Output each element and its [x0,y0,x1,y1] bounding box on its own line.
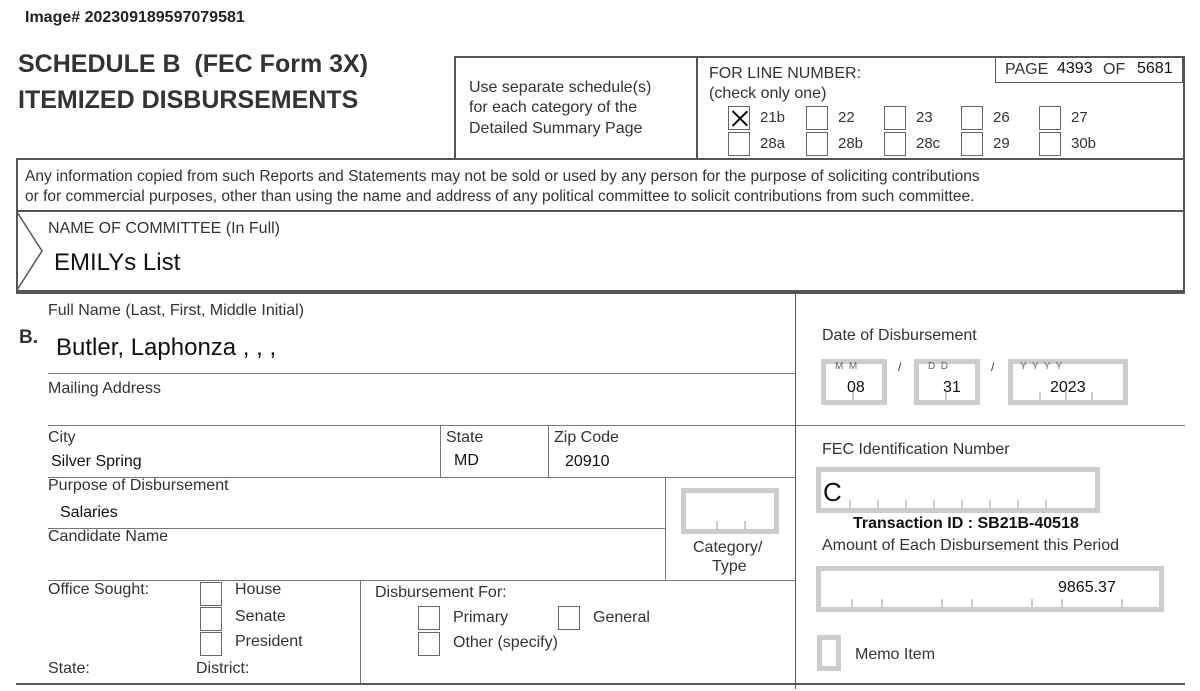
date-sep-1: / [898,360,902,374]
candidate-underline [48,580,795,581]
section-top-line [16,292,1185,294]
date-month-sub: M M [835,361,858,372]
zip-value: 20910 [565,453,610,470]
fec-id-box[interactable] [816,467,1100,513]
line-23-checkbox[interactable] [884,106,906,130]
general-checkbox[interactable] [558,606,580,630]
check-only-one: (check only one) [709,85,827,102]
amount-value: 9865.37 [1058,579,1116,596]
address-underline [48,425,795,426]
instruction-line-3: Detailed Summary Page [469,120,643,137]
state-divider [440,425,441,477]
notice-line-1: Any information copied from such Reports and Statements may not be sold or used by any person for the purpose of soliciting contributions [25,168,980,185]
line-number-label: FOR LINE NUMBER: [709,65,862,82]
page-total: 5681 [1137,60,1173,77]
committee-label: NAME OF COMMITTEE (In Full) [48,220,280,237]
general-label: General [593,609,650,626]
category-type-box[interactable] [681,488,779,534]
form-subtitle: ITEMIZED DISBURSEMENTS [18,86,359,114]
date-year-value: 2023 [1050,379,1086,396]
transaction-id: Transaction ID : SB21B-40518 [853,515,1079,532]
line-29-label: 29 [993,135,1010,152]
primary-checkbox[interactable] [418,606,440,630]
date-month-value: 08 [847,379,865,396]
line-27-checkbox[interactable] [1039,106,1061,130]
line-28b-checkbox[interactable] [806,132,828,156]
state-office-label: State: [48,660,90,677]
line-27-label: 27 [1071,109,1088,126]
candidate-label: Candidate Name [48,528,169,545]
date-label: Date of Disbursement [822,327,977,344]
line-28c-checkbox[interactable] [884,132,906,156]
city-value: Silver Spring [51,453,142,470]
page-number: 4393 [1057,60,1093,77]
memo-item-label: Memo Item [855,646,936,663]
other-checkbox[interactable] [418,632,440,656]
other-label: Other (specify) [453,634,558,651]
instruction-line-2: for each category of the [469,99,638,116]
name-underline [48,373,795,374]
district-label: District: [196,660,250,677]
mailing-address-label: Mailing Address [48,380,161,397]
line-30b-label: 30b [1071,135,1097,152]
main-vertical-divider [795,294,796,689]
date-day-value: 31 [943,379,961,396]
primary-label: Primary [453,609,509,626]
line-22-label: 22 [838,109,855,126]
header-divider [696,56,698,158]
memo-item-checkbox[interactable] [817,635,841,671]
office-sought-label: Office Sought: [48,581,150,598]
president-checkbox[interactable] [200,632,222,656]
disbursement-for-divider [360,580,361,683]
image-label: Image# 202309189597079581 [25,9,245,26]
zip-label: Zip Code [554,429,619,446]
line-28a-checkbox[interactable] [728,132,750,156]
line-28c-label: 28c [916,135,941,152]
house-label: House [235,581,282,598]
date-year-sub: Y Y Y Y [1020,361,1063,372]
committee-name: EMILYs List [54,249,181,276]
house-checkbox[interactable] [200,582,222,606]
senate-checkbox[interactable] [200,607,222,631]
page-of: OF [1103,61,1126,78]
city-label: City [48,429,76,446]
line-22-checkbox[interactable] [806,106,828,130]
line-21b-label: 21b [760,109,786,126]
notice-line-2: or for commercial purposes, other than using the name and address of any political committee to solicit contributions from such committee. [25,188,975,205]
full-name-value: Butler, Laphonza , , , [56,334,277,361]
date-sep-2: / [991,360,995,374]
line-26-checkbox[interactable] [961,106,983,130]
date-day-sub: D D [928,361,948,372]
fec-id-label: FEC Identification Number [822,441,1010,458]
entry-letter: B. [19,327,38,348]
disbursement-for-label: Disbursement For: [375,584,507,601]
section-bottom-line [16,683,1185,685]
line-30b-checkbox[interactable] [1039,132,1061,156]
purpose-label: Purpose of Disbursement [48,477,229,494]
type-label: Type [712,558,747,575]
committee-arrow-icon [16,210,46,292]
amount-label: Amount of Each Disbursement this Period [822,537,1120,554]
state-label: State [446,429,484,446]
form-title: SCHEDULE B (FEC Form 3X) [18,50,369,78]
purpose-value: Salaries [60,504,118,521]
instruction-line-1: Use separate schedule(s) [469,79,652,96]
category-divider [665,477,666,581]
state-value: MD [454,452,479,469]
line-21b-checkbox[interactable] [728,106,750,130]
president-label: President [235,633,303,650]
zip-divider [548,425,549,477]
line-28a-label: 28a [760,135,786,152]
category-label: Category/ [693,539,763,556]
fec-id-prefix: C [823,477,842,507]
line-28b-label: 28b [838,135,864,152]
senate-label: Senate [235,608,286,625]
page-label: PAGE [1005,61,1049,78]
line-29-checkbox[interactable] [961,132,983,156]
date-underline [796,425,1185,426]
line-26-label: 26 [993,109,1010,126]
line-23-label: 23 [916,109,933,126]
full-name-label: Full Name (Last, First, Middle Initial) [48,302,305,319]
